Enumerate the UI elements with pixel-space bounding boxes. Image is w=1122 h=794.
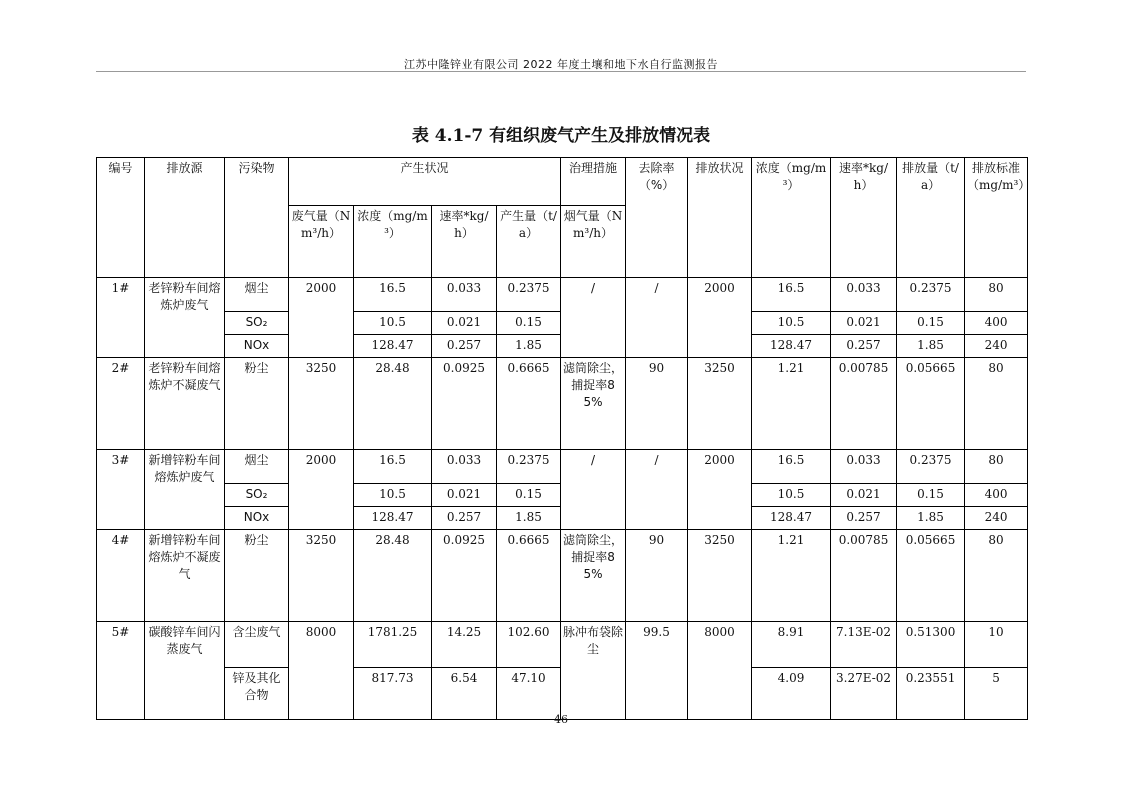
row-number: 2# (97, 358, 145, 450)
production-conc: 10.5 (354, 484, 432, 507)
emission-standard: 400 (965, 484, 1028, 507)
pollutant: 锌及其化合物 (225, 668, 289, 720)
emission-conc: 128.47 (752, 335, 831, 358)
production-conc: 16.5 (354, 278, 432, 312)
pollutant: 粉尘 (225, 530, 289, 622)
emission-conc: 4.09 (752, 668, 831, 720)
emission-amount: 0.2375 (897, 450, 965, 484)
col-header-conc: 浓度（mg/m³） (752, 158, 831, 278)
subheader-gas-volume: 废气量（Nm³/h） (289, 206, 354, 278)
emission-rate: 0.257 (831, 507, 897, 530)
production-amount: 0.15 (497, 484, 561, 507)
emission-source: 老锌粉车间熔炼炉不凝废气 (145, 358, 225, 450)
treatment-measure: 滤筒除尘，捕捉率85% (561, 530, 626, 622)
emission-conc: 10.5 (752, 312, 831, 335)
removal-rate: 99.5 (626, 622, 688, 720)
gas-volume: 2000 (289, 450, 354, 530)
production-rate: 0.257 (432, 507, 497, 530)
emission-table (96, 157, 1031, 720)
emission-amount: 0.51300 (897, 622, 965, 668)
treatment-measure: / (561, 278, 626, 358)
production-amount: 1.85 (497, 507, 561, 530)
emission-conc: 128.47 (752, 507, 831, 530)
header-divider (96, 71, 1026, 72)
table-row (97, 278, 1028, 312)
table-row (97, 358, 1028, 450)
col-header-source: 排放源 (145, 158, 225, 278)
pollutant: 烟尘 (225, 450, 289, 484)
emission-gas-volume: 3250 (688, 530, 752, 622)
col-header-removal: 去除率（%） (626, 158, 688, 278)
pollutant: 粉尘 (225, 358, 289, 450)
production-conc: 16.5 (354, 450, 432, 484)
pollutant: SO₂ (225, 484, 289, 507)
table-row (97, 530, 1028, 622)
production-rate: 14.25 (432, 622, 497, 668)
emission-rate: 7.13E-02 (831, 622, 897, 668)
production-rate: 6.54 (432, 668, 497, 720)
production-rate: 0.021 (432, 312, 497, 335)
production-conc: 28.48 (354, 358, 432, 450)
emission-source: 新增锌粉车间熔炼炉不凝废气 (145, 530, 225, 622)
col-header-treatment: 治理措施 (561, 158, 626, 206)
emission-conc: 8.91 (752, 622, 831, 668)
gas-volume: 3250 (289, 358, 354, 450)
gas-volume: 3250 (289, 530, 354, 622)
emission-standard: 240 (965, 507, 1028, 530)
emission-standard: 80 (965, 278, 1028, 312)
emission-source: 老锌粉车间熔炼炉废气 (145, 278, 225, 358)
production-amount: 0.2375 (497, 450, 561, 484)
emission-gas-volume: 3250 (688, 358, 752, 450)
row-number: 4# (97, 530, 145, 622)
production-conc: 1781.25 (354, 622, 432, 668)
col-header-amount: 排放量（t/a） (897, 158, 965, 278)
production-amount: 102.60 (497, 622, 561, 668)
emission-standard: 5 (965, 668, 1028, 720)
header-row-1 (97, 158, 1028, 206)
table-row (97, 450, 1028, 484)
emission-rate: 0.021 (831, 312, 897, 335)
treatment-measure: 滤筒除尘，捕捉率85% (561, 358, 626, 450)
emission-standard: 240 (965, 335, 1028, 358)
emission-conc: 16.5 (752, 450, 831, 484)
emission-amount: 0.15 (897, 484, 965, 507)
production-conc: 128.47 (354, 507, 432, 530)
emission-amount: 1.85 (897, 507, 965, 530)
emission-standard: 80 (965, 530, 1028, 622)
emission-amount: 0.05665 (897, 530, 965, 622)
emission-standard: 10 (965, 622, 1028, 668)
emission-source: 新增锌粉车间熔炼炉废气 (145, 450, 225, 530)
pollutant: SO₂ (225, 312, 289, 335)
subheader-flue-volume: 烟气量（Nm³/h） (561, 206, 626, 278)
production-amount: 0.15 (497, 312, 561, 335)
production-amount: 0.6665 (497, 530, 561, 622)
col-header-pollutant: 污染物 (225, 158, 289, 278)
col-header-standard: 排放标准（mg/m³） (965, 158, 1028, 278)
removal-rate: 90 (626, 530, 688, 622)
production-rate: 0.257 (432, 335, 497, 358)
subheader-conc: 浓度（mg/m³） (354, 206, 432, 278)
emission-rate: 0.00785 (831, 530, 897, 622)
pollutant: NOx (225, 507, 289, 530)
col-header-no: 编号 (97, 158, 145, 278)
production-conc: 28.48 (354, 530, 432, 622)
emission-conc: 1.21 (752, 358, 831, 450)
emission-gas-volume: 2000 (688, 450, 752, 530)
emission-standard: 400 (965, 312, 1028, 335)
gas-volume: 8000 (289, 622, 354, 720)
production-rate: 0.033 (432, 278, 497, 312)
emission-rate: 0.00785 (831, 358, 897, 450)
emission-gas-volume: 2000 (688, 278, 752, 358)
row-number: 3# (97, 450, 145, 530)
page-number: 46 (554, 713, 568, 726)
col-header-rate: 速率*kg/h） (831, 158, 897, 278)
production-rate: 0.033 (432, 450, 497, 484)
pollutant: 烟尘 (225, 278, 289, 312)
emission-amount: 0.15 (897, 312, 965, 335)
emission-conc: 1.21 (752, 530, 831, 622)
emission-amount: 0.05665 (897, 358, 965, 450)
production-amount: 0.2375 (497, 278, 561, 312)
emission-rate: 0.033 (831, 450, 897, 484)
production-amount: 1.85 (497, 335, 561, 358)
emission-conc: 16.5 (752, 278, 831, 312)
emission-amount: 1.85 (897, 335, 965, 358)
emission-amount: 0.23551 (897, 668, 965, 720)
emission-source: 碳酸锌车间闪蒸废气 (145, 622, 225, 720)
row-number: 1# (97, 278, 145, 358)
table-title: 表 4.1-7 有组织废气产生及排放情况表 (411, 126, 711, 146)
production-conc: 817.73 (354, 668, 432, 720)
subheader-production: 产生量（t/a） (497, 206, 561, 278)
removal-rate: / (626, 278, 688, 358)
removal-rate: / (626, 450, 688, 530)
emission-amount: 0.2375 (897, 278, 965, 312)
document-header: 江苏中隆锌业有限公司 2022 年度土壤和地下水自行监测报告 (404, 58, 718, 71)
gas-volume: 2000 (289, 278, 354, 358)
emission-rate: 0.033 (831, 278, 897, 312)
production-rate: 0.021 (432, 484, 497, 507)
treatment-measure: / (561, 450, 626, 530)
emission-gas-volume: 8000 (688, 622, 752, 720)
removal-rate: 90 (626, 358, 688, 450)
emission-rate: 3.27E-02 (831, 668, 897, 720)
subheader-rate: 速率*kg/h） (432, 206, 497, 278)
col-header-emission-state: 排放状况 (688, 158, 752, 278)
emission-rate: 0.257 (831, 335, 897, 358)
row-number: 5# (97, 622, 145, 720)
pollutant: 含尘废气 (225, 622, 289, 668)
emission-rate: 0.021 (831, 484, 897, 507)
treatment-measure: 脉冲布袋除尘 (561, 622, 626, 720)
production-amount: 0.6665 (497, 358, 561, 450)
production-rate: 0.0925 (432, 530, 497, 622)
production-rate: 0.0925 (432, 358, 497, 450)
table-row (97, 622, 1028, 668)
pollutant: NOx (225, 335, 289, 358)
col-header-production: 产生状况 (289, 158, 561, 206)
production-amount: 47.10 (497, 668, 561, 720)
production-conc: 128.47 (354, 335, 432, 358)
emission-conc: 10.5 (752, 484, 831, 507)
emission-standard: 80 (965, 450, 1028, 484)
emission-standard: 80 (965, 358, 1028, 450)
production-conc: 10.5 (354, 312, 432, 335)
